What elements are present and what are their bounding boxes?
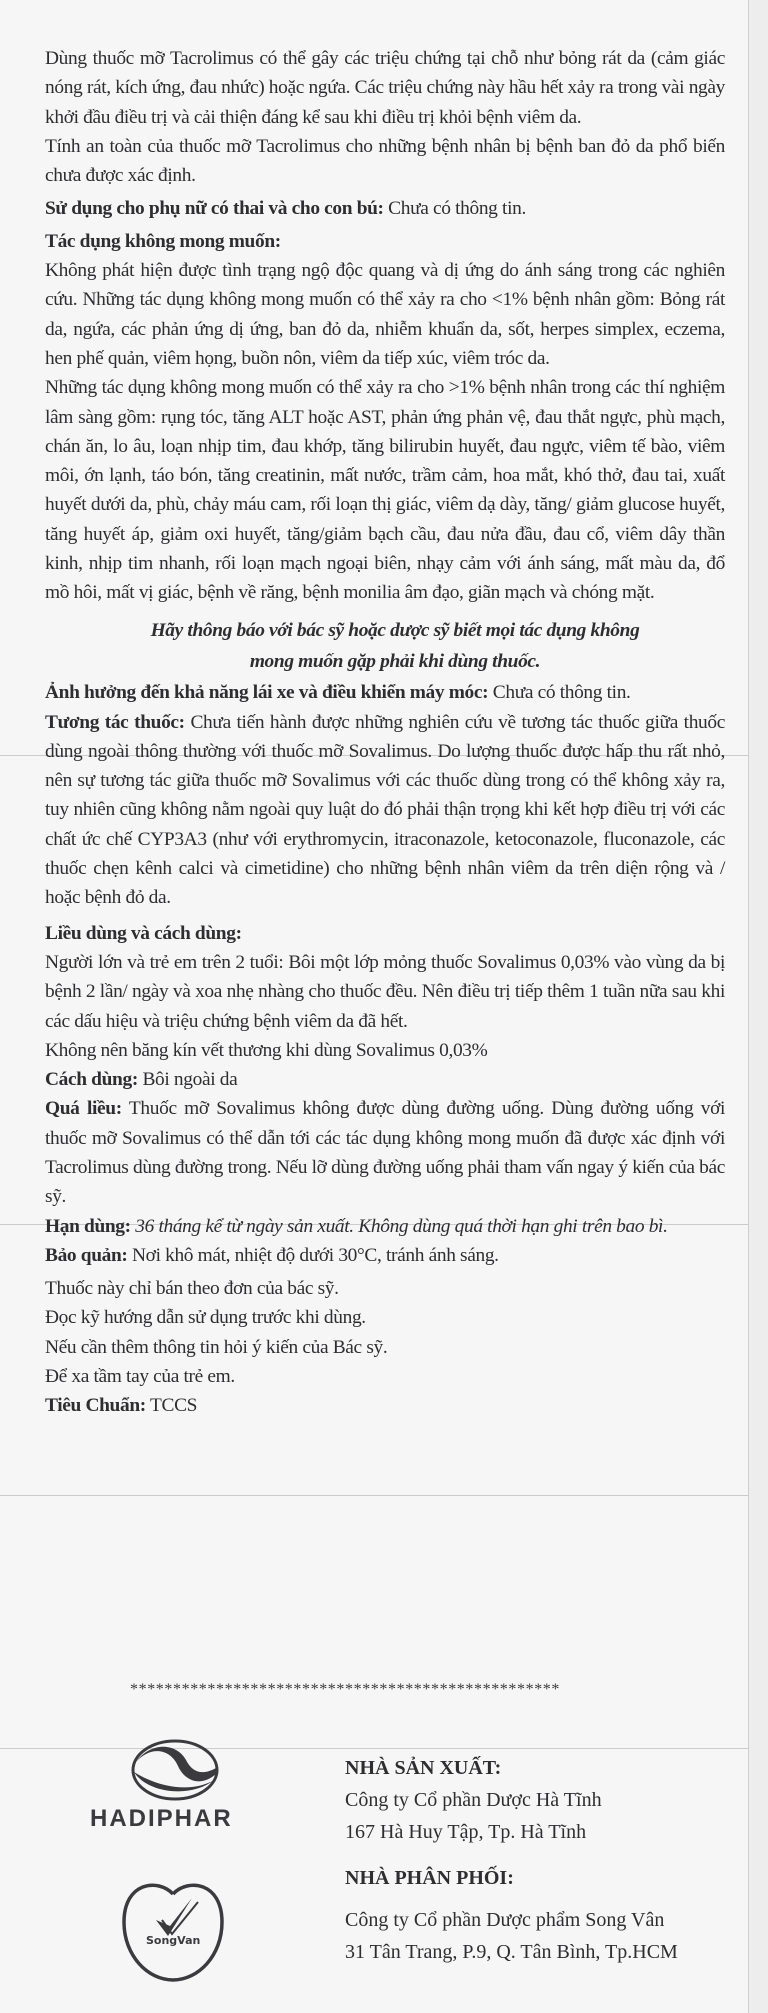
section-label: Hạn dùng: [45,1215,131,1237]
dosage-paragraph: Người lớn và trẻ em trên 2 tuổi: Bôi một lớp mỏng thuốc Sovalimus 0,03% vào vùng da bị bệnh 2 lần/ ngày và xoa nhẹ nhàng cho thuốc đều. Nên điều trị tiếp thêm 1 tuần nữa sau khi các dấu hiệu và triệu chứng bệnh viêm da đã hết. [45,951,725,1032]
section-label: Tiêu Chuẩn: [45,1395,146,1417]
warning-line: Nếu cần thêm thông tin hỏi ý kiến của Bác sỹ. [45,1336,388,1358]
songvan-wordmark: SongVan [146,1934,201,1947]
fold-line [0,1495,748,1496]
hadiphar-logo [88,1738,258,1838]
section-text: Thuốc mỡ Sovalimus không được dùng đường uống. Dùng đường uống với thuốc mỡ Sovalimus có thể dẫn tới các tác dụng không mong muốn đã được xác định với Tacrolimus dùng đường trong. Nếu lỡ dùng đường uống phải tham vấn ngay ý kiến của bác sỹ. [45,1098,726,1208]
dosage-heading: Liều dùng và cách dùng: [45,922,242,944]
shelf-life-section [45,1212,725,1241]
warning-line: Đọc kỹ hướng dẫn sử dụng trước khi dùng. [45,1307,366,1329]
manufacturer-name: Công ty Cổ phần Dược Hà Tĩnh [345,1789,602,1811]
dosage-paragraph: Không nên băng kín vết thương khi dùng Sovalimus 0,03% [45,1039,488,1061]
standard-section [45,1391,725,1420]
driving-section [45,678,725,707]
section-text: Nơi khô mát, nhiệt độ dưới 30°C, tránh ánh sáng. [127,1244,499,1266]
section-label: Bảo quản: [45,1244,128,1266]
warning-line: Thuốc này chỉ bán theo đơn của bác sỹ. [45,1278,339,1300]
usage-section [45,1065,725,1094]
manufacturer-address: 167 Hà Huy Tập, Tp. Hà Tĩnh [345,1821,587,1843]
section-text: 36 tháng kể từ ngày sản xuất. Không dùng quá thời hạn ghi trên bao bì. [130,1215,668,1237]
distributor-name: Công ty Cổ phần Dược phẩm Song Vân [345,1909,665,1931]
section-label: Cách dùng: [45,1069,138,1091]
section-label: Tương tác thuốc: [45,711,185,733]
separator-stars: ************************************************** [130,1681,560,1698]
warning-line: Để xa tầm tay của trẻ em. [45,1366,235,1388]
scan-margin [749,0,768,2013]
section-text: TCCS [145,1395,198,1417]
manufacturer-block [345,1752,602,1848]
leaflet-body [45,44,725,1421]
hadiphar-swirl-icon [130,1738,220,1802]
manufacturer-title: NHÀ SẢN XUẤT: [345,1757,502,1779]
notice-line: mong muốn gặp phải khi dùng thuốc. [249,650,541,672]
notice-line: Hãy thông báo với bác sỹ hoặc dược sỹ biết mọi tác dụng không [150,619,640,641]
distributor-address: 31 Tân Trang, P.9, Q. Tân Bình, Tp.HCM [345,1941,678,1963]
side-effects-paragraph: Những tác dụng không mong muốn có thể xảy ra cho >1% bệnh nhân trong các thí nghiệm lâm sàng gồm: rụng tóc, tăng ALT hoặc AST, phản ứng phản vệ, đau thắt ngực, phù mạch, chán ăn, lo âu, loạn nhịp tim, đau khớp, tăng bilirubin huyết, đau ngực, viêm tế bào, viêm môi, ớn lạnh, táo bón, tăng creatinin, mất nước, trầm cảm, hoa mắt, khó thở, đau tai, xuất huyết dưới da, phù, chảy máu cam, rối loạn thị giác, viêm dạ dày, tăng/ giảm glucose huyết, tăng huyết áp, giảm oxi huyết, tăng/giảm bạch cầu, đau nửa đầu, đau cổ, viêm dây thần kinh, nhịp tim nhanh, rối loạn mạch ngoại biên, nhạy cảm với ánh sáng, mất màu da, đổ mồ hôi, mất vị giác, bệnh về răng, bệnh monilia âm đạo, giãn mạch và chóng mặt. [45,377,725,604]
section-label: Ảnh hưởng đến khả năng lái xe và điều khiển máy móc: [45,682,489,704]
section-text: Bôi ngoài da [137,1069,238,1091]
songvan-logo [118,1876,228,1986]
section-label: Sử dụng cho phụ nữ có thai và cho con bú: [45,198,384,220]
distributor-block [345,1862,678,1968]
section-text: Chưa có thông tin. [488,682,631,704]
side-effects-paragraph: Không phát hiện được tình trạng ngộ độc quang và dị ứng do ánh sáng trong các nghiên cứu. Những tác dụng không mong muốn có thể xảy ra cho <1% bệnh nhân gồm: Bỏng rát da, ngứa, các phản ứng dị ứng, ban đỏ da, nhiễm khuẩn da, sốt, herpes simplex, eczema, hen phế quản, viêm họng, buồn nôn, viêm da tiếp xúc, viêm tróc da. [45,260,725,369]
section-label: Quá liều: [45,1098,122,1120]
section-text: Chưa có thông tin. [383,198,526,220]
overdose-section [45,1094,725,1211]
distributor-title: NHÀ PHÂN PHỐI: [345,1867,514,1889]
intro-paragraph: Tính an toàn của thuốc mỡ Tacrolimus cho những bệnh nhân bị bệnh ban đỏ da phổ biến chưa được xác định. [45,135,725,187]
pregnancy-section [45,194,725,223]
interactions-section [45,708,725,913]
songvan-apple-check-icon [118,1876,228,1986]
storage-section [45,1241,725,1270]
hadiphar-wordmark: HADIPHAR [90,1805,233,1832]
intro-paragraph: Dùng thuốc mỡ Tacrolimus có thể gây các triệu chứng tại chỗ như bỏng rát da (cảm giác nóng rát, kích ứng, đau nhức) hoặc ngứa. Các triệu chứng này hầu hết xảy ra trong vài ngày khởi đầu điều trị và cải thiện đáng kể sau khi điều trị khỏi bệnh viêm da. [45,48,725,128]
side-effects-heading: Tác dụng không mong muốn: [45,230,281,252]
section-text: Chưa tiến hành được những nghiên cứu về tương tác thuốc giữa thuốc dùng ngoài thông thường với thuốc mỡ Sovalimus. Do lượng thuốc được hấp thu rất nhỏ, nên sự tương tác giữa thuốc mỡ Sovalimus với các thuốc dùng trong có thể không xảy ra, tuy nhiên cũng không nằm ngoài quy luật do đó phải thận trọng khi kết hợp điều trị với các chất ức chế CYP3A3 (như với erythromycin, itraconazole, ketoconazole, fluconazole, các thuốc chẹn kênh calci và cimetidine) cho những bệnh nhân viêm da trên diện rộng và / hoặc bệnh đỏ da. [45,711,725,909]
